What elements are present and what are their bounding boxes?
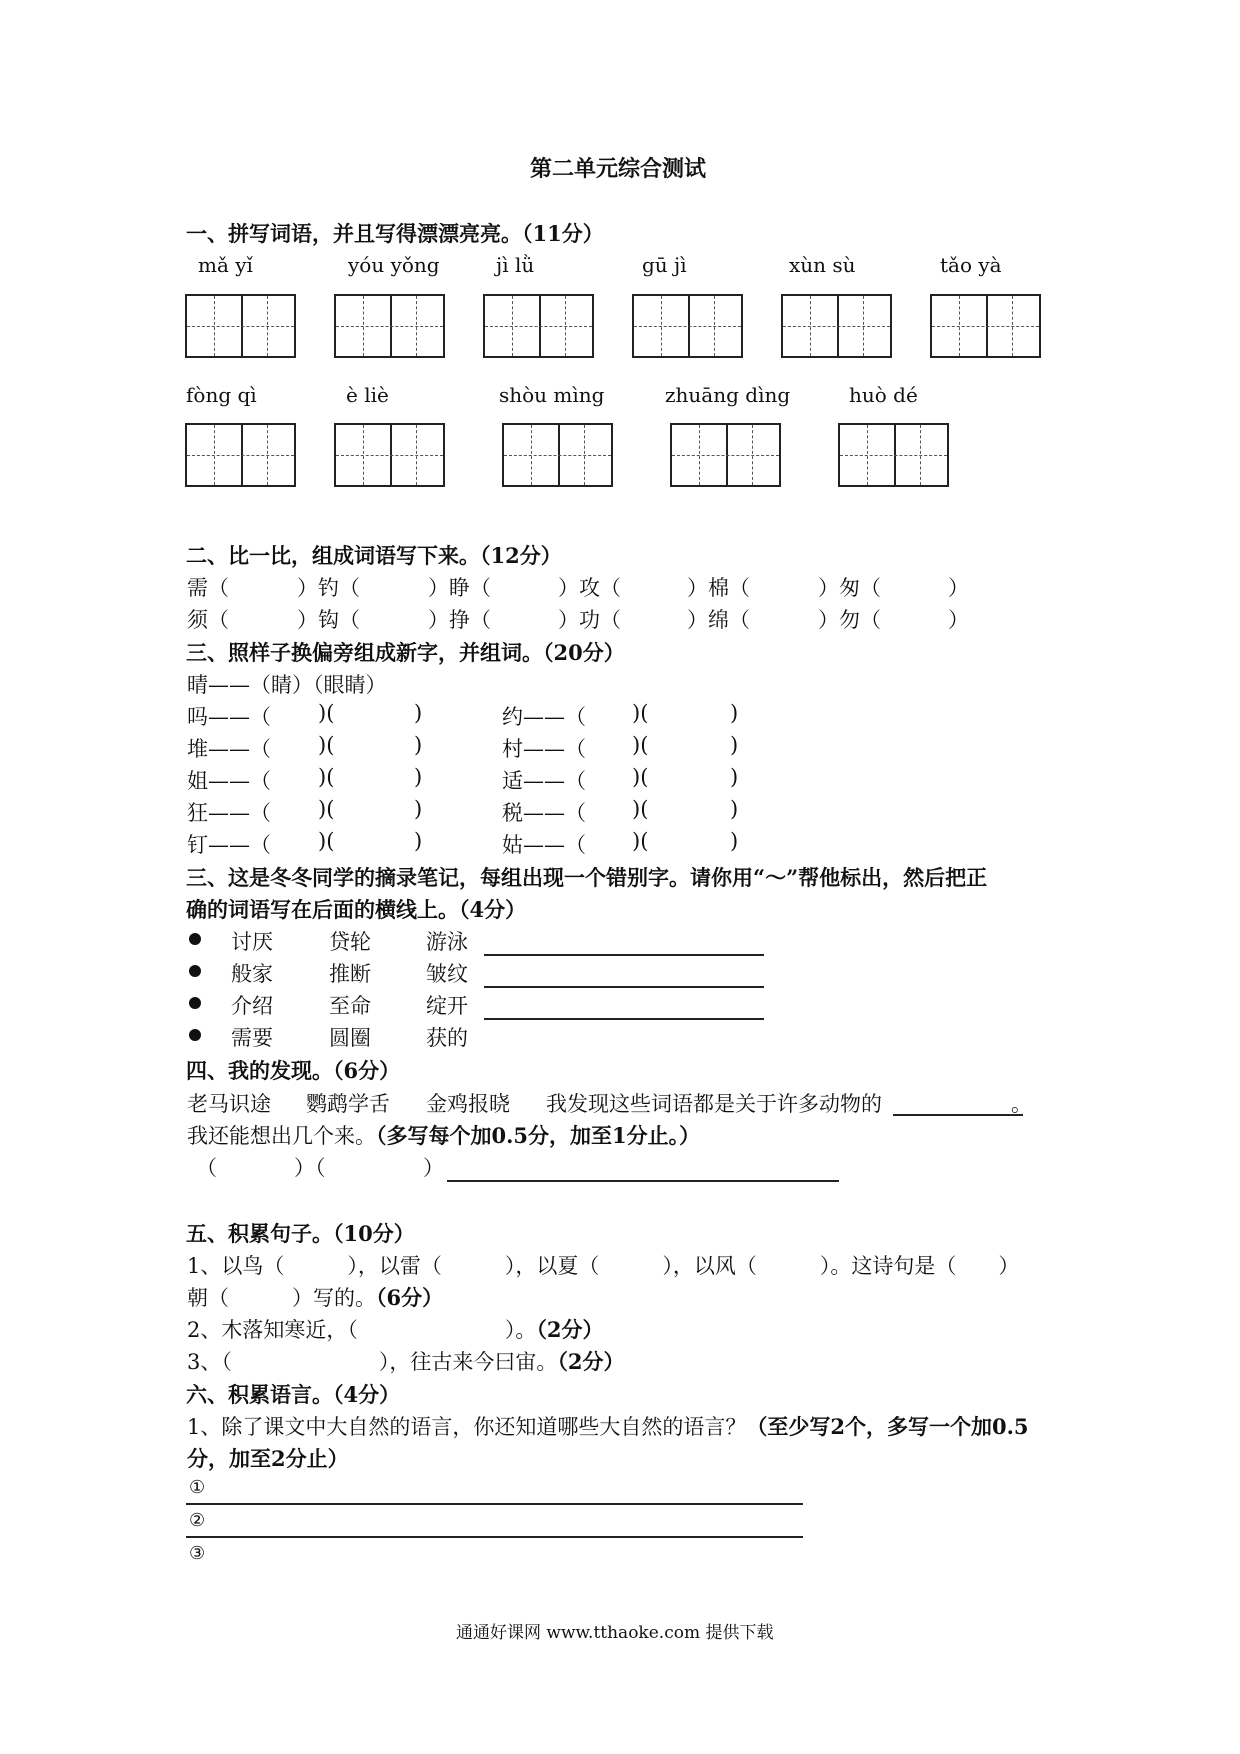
compare-cell: ）睁（: [428, 576, 491, 600]
answer-mark: ①: [189, 1477, 206, 1498]
writing-grid-box[interactable]: [670, 423, 781, 487]
pinyin-3: jì lǜ: [496, 253, 535, 277]
sentence-1-cont: [187, 1282, 443, 1312]
radical-closer: )(: [632, 797, 649, 821]
compare-cell: ）功（: [558, 608, 621, 632]
radical-closer: )(: [632, 733, 649, 757]
compare-cell: ）棉（: [687, 576, 750, 600]
typo-word: 般家: [231, 962, 273, 986]
answer-line[interactable]: [484, 954, 764, 956]
answer-line[interactable]: [484, 986, 764, 988]
pinyin-6: tǎo yà: [940, 253, 1002, 277]
radical-item: 钉——（: [187, 833, 271, 857]
bullet-icon: [189, 965, 201, 977]
radical-closer: )(: [632, 829, 649, 853]
pinyin-8: è liè: [346, 383, 389, 407]
writing-grid-box[interactable]: [502, 423, 613, 487]
radical-item: 姐——（: [187, 769, 271, 793]
radical-closer: )(: [318, 765, 335, 789]
idiom: 金鸡报晓: [426, 1092, 510, 1116]
radical-item: 税——（: [502, 801, 586, 825]
writing-grid-box[interactable]: [185, 423, 296, 487]
paren-close: ）: [423, 1156, 444, 1180]
pinyin-2: yóu yǒng: [348, 253, 440, 277]
typo-word: 需要: [231, 1026, 273, 1050]
discovery-period: 。: [1011, 1092, 1032, 1116]
radical-closer: )(: [318, 829, 335, 853]
more-bonus: （多写每个加0.5分，加至1分止。）: [376, 1123, 701, 1148]
question-1-line2: 分，加至2分止）: [187, 1446, 349, 1471]
writing-grid-box[interactable]: [483, 294, 594, 358]
radical-item: 适——（: [502, 769, 586, 793]
pinyin-11: huò dé: [849, 383, 918, 407]
radical-closer: ): [730, 797, 739, 821]
compare-cell: ）钩（: [297, 608, 360, 632]
footer: 通通好课网 www.tthaoke.com 提供下载: [456, 1623, 774, 1643]
pinyin-5: xùn sù: [789, 253, 856, 277]
radical-closer: )(: [632, 701, 649, 725]
radical-item: 村——（: [502, 737, 586, 761]
page-title: 第二单元综合测试: [530, 156, 707, 182]
question-1-bonus: （至少写2个，多写一个加0.5: [746, 1414, 1029, 1439]
answer-mark: ③: [189, 1543, 206, 1564]
radical-closer: ): [414, 701, 423, 725]
example-line: 晴——（睛）（眼睛）: [187, 673, 387, 697]
compare-cell: ）攻（: [558, 576, 621, 600]
pinyin-9: shòu mìng: [499, 383, 605, 407]
paren-open: （: [196, 1156, 217, 1180]
score-label: （6分）: [376, 1285, 444, 1310]
answer-line[interactable]: [186, 1503, 803, 1505]
radical-closer: )(: [318, 797, 335, 821]
section4-heading-line1: 三、这是冬冬同学的摘录笔记，每组出现一个错别字。请你用“～”帮他标出，然后把正: [186, 865, 988, 890]
compare-cell: ）勿（: [818, 608, 881, 632]
section5-heading: 四、我的发现。（6分）: [186, 1058, 401, 1083]
radical-closer: ): [730, 829, 739, 853]
writing-grid-box[interactable]: [185, 294, 296, 358]
writing-grid-box[interactable]: [334, 294, 445, 358]
writing-grid-box[interactable]: [930, 294, 1041, 358]
radical-closer: ): [414, 797, 423, 821]
compare-cell: ）挣（: [428, 608, 491, 632]
typo-word: 推断: [329, 962, 371, 986]
typo-word: 皱纹: [426, 962, 468, 986]
pinyin-7: fòng qì: [186, 383, 257, 407]
typo-word: 讨厌: [231, 930, 273, 954]
sentence-3-text: 3、（ ），往古来今曰宙。: [187, 1350, 558, 1374]
sentence-3: [187, 1346, 624, 1376]
section4-heading-line2: 确的词语写在后面的横线上。（4分）: [186, 897, 527, 922]
idiom: 老马识途: [187, 1092, 271, 1116]
more-text: 我还能想出几个来。: [187, 1124, 376, 1148]
discovery-text: 我发现这些词语都是关于许多动物的: [546, 1092, 882, 1116]
radical-closer: )(: [632, 765, 649, 789]
sentence-1-text: 朝（ ）写的。: [187, 1286, 376, 1310]
radical-item: 狂——（: [187, 801, 271, 825]
pinyin-4: gū jì: [642, 253, 687, 277]
writing-grid-box[interactable]: [334, 423, 445, 487]
radical-item: 姑——（: [502, 833, 586, 857]
question-1-text: 1、除了课文中大自然的语言，你还知道哪些大自然的语言？: [187, 1415, 747, 1439]
writing-grid-box[interactable]: [632, 294, 743, 358]
answer-line[interactable]: [893, 1114, 1023, 1116]
radical-closer: )(: [318, 701, 335, 725]
answer-mark: ②: [189, 1510, 206, 1531]
radical-closer: ): [414, 829, 423, 853]
compare-cell: 需（: [187, 576, 229, 600]
radical-closer: )(: [318, 733, 335, 757]
idiom: 鹦鹉学舌: [306, 1092, 390, 1116]
compare-cell: ）钓（: [297, 576, 360, 600]
compare-cell: ）绵（: [687, 608, 750, 632]
typo-word: 圆圈: [329, 1026, 371, 1050]
compare-cell: ）: [948, 608, 969, 632]
writing-grid-box[interactable]: [781, 294, 892, 358]
section1-heading: 一、拼写词语，并且写得漂漂亮亮。（11分）: [186, 221, 604, 246]
pinyin-1: mǎ yǐ: [198, 253, 253, 277]
question-1-line1: [187, 1411, 1029, 1441]
answer-line[interactable]: [484, 1018, 764, 1020]
bullet-icon: [189, 997, 201, 1009]
section6-heading: 五、积累句子。（10分）: [186, 1221, 415, 1246]
radical-closer: ): [730, 701, 739, 725]
answer-line[interactable]: [186, 1536, 803, 1538]
score-label: （2分）: [536, 1317, 604, 1342]
score-label: （2分）: [557, 1349, 625, 1374]
more-line: [187, 1120, 700, 1150]
pinyin-10: zhuāng dìng: [665, 383, 791, 407]
typo-word: 贷轮: [329, 930, 371, 954]
radical-item: 吗——（: [187, 705, 271, 729]
radical-closer: ): [730, 765, 739, 789]
typo-word: 至命: [329, 994, 371, 1018]
section3-heading: 三、照样子换偏旁组成新字，并组词。（20分）: [186, 640, 625, 665]
bullet-icon: [189, 1029, 201, 1041]
compare-cell: ）: [948, 576, 969, 600]
bullet-icon: [189, 933, 201, 945]
radical-closer: ): [414, 733, 423, 757]
section7-heading: 六、积累语言。（4分）: [186, 1382, 401, 1407]
radical-item: 堆——（: [187, 737, 271, 761]
compare-cell: 须（: [187, 608, 229, 632]
writing-grid-box[interactable]: [838, 423, 949, 487]
typo-word: 绽开: [426, 994, 468, 1018]
answer-line[interactable]: [447, 1180, 839, 1182]
paren-mid: ）（: [294, 1156, 326, 1180]
typo-word: 获的: [426, 1026, 468, 1050]
compare-cell: ）匆（: [818, 576, 881, 600]
radical-item: 约——（: [502, 705, 586, 729]
typo-word: 介绍: [231, 994, 273, 1018]
sentence-2: [187, 1314, 603, 1344]
sentence-1: 1、以鸟（ ），以雷（ ），以夏（ ），以风（ ）。这诗句是（ ）: [187, 1254, 1020, 1278]
radical-closer: ): [730, 733, 739, 757]
section2-heading: 二、比一比，组成词语写下来。（12分）: [186, 543, 562, 568]
radical-closer: ): [414, 765, 423, 789]
sentence-2-text: 2、木落知寒近，（ ）。: [187, 1318, 537, 1342]
typo-word: 游泳: [426, 930, 468, 954]
